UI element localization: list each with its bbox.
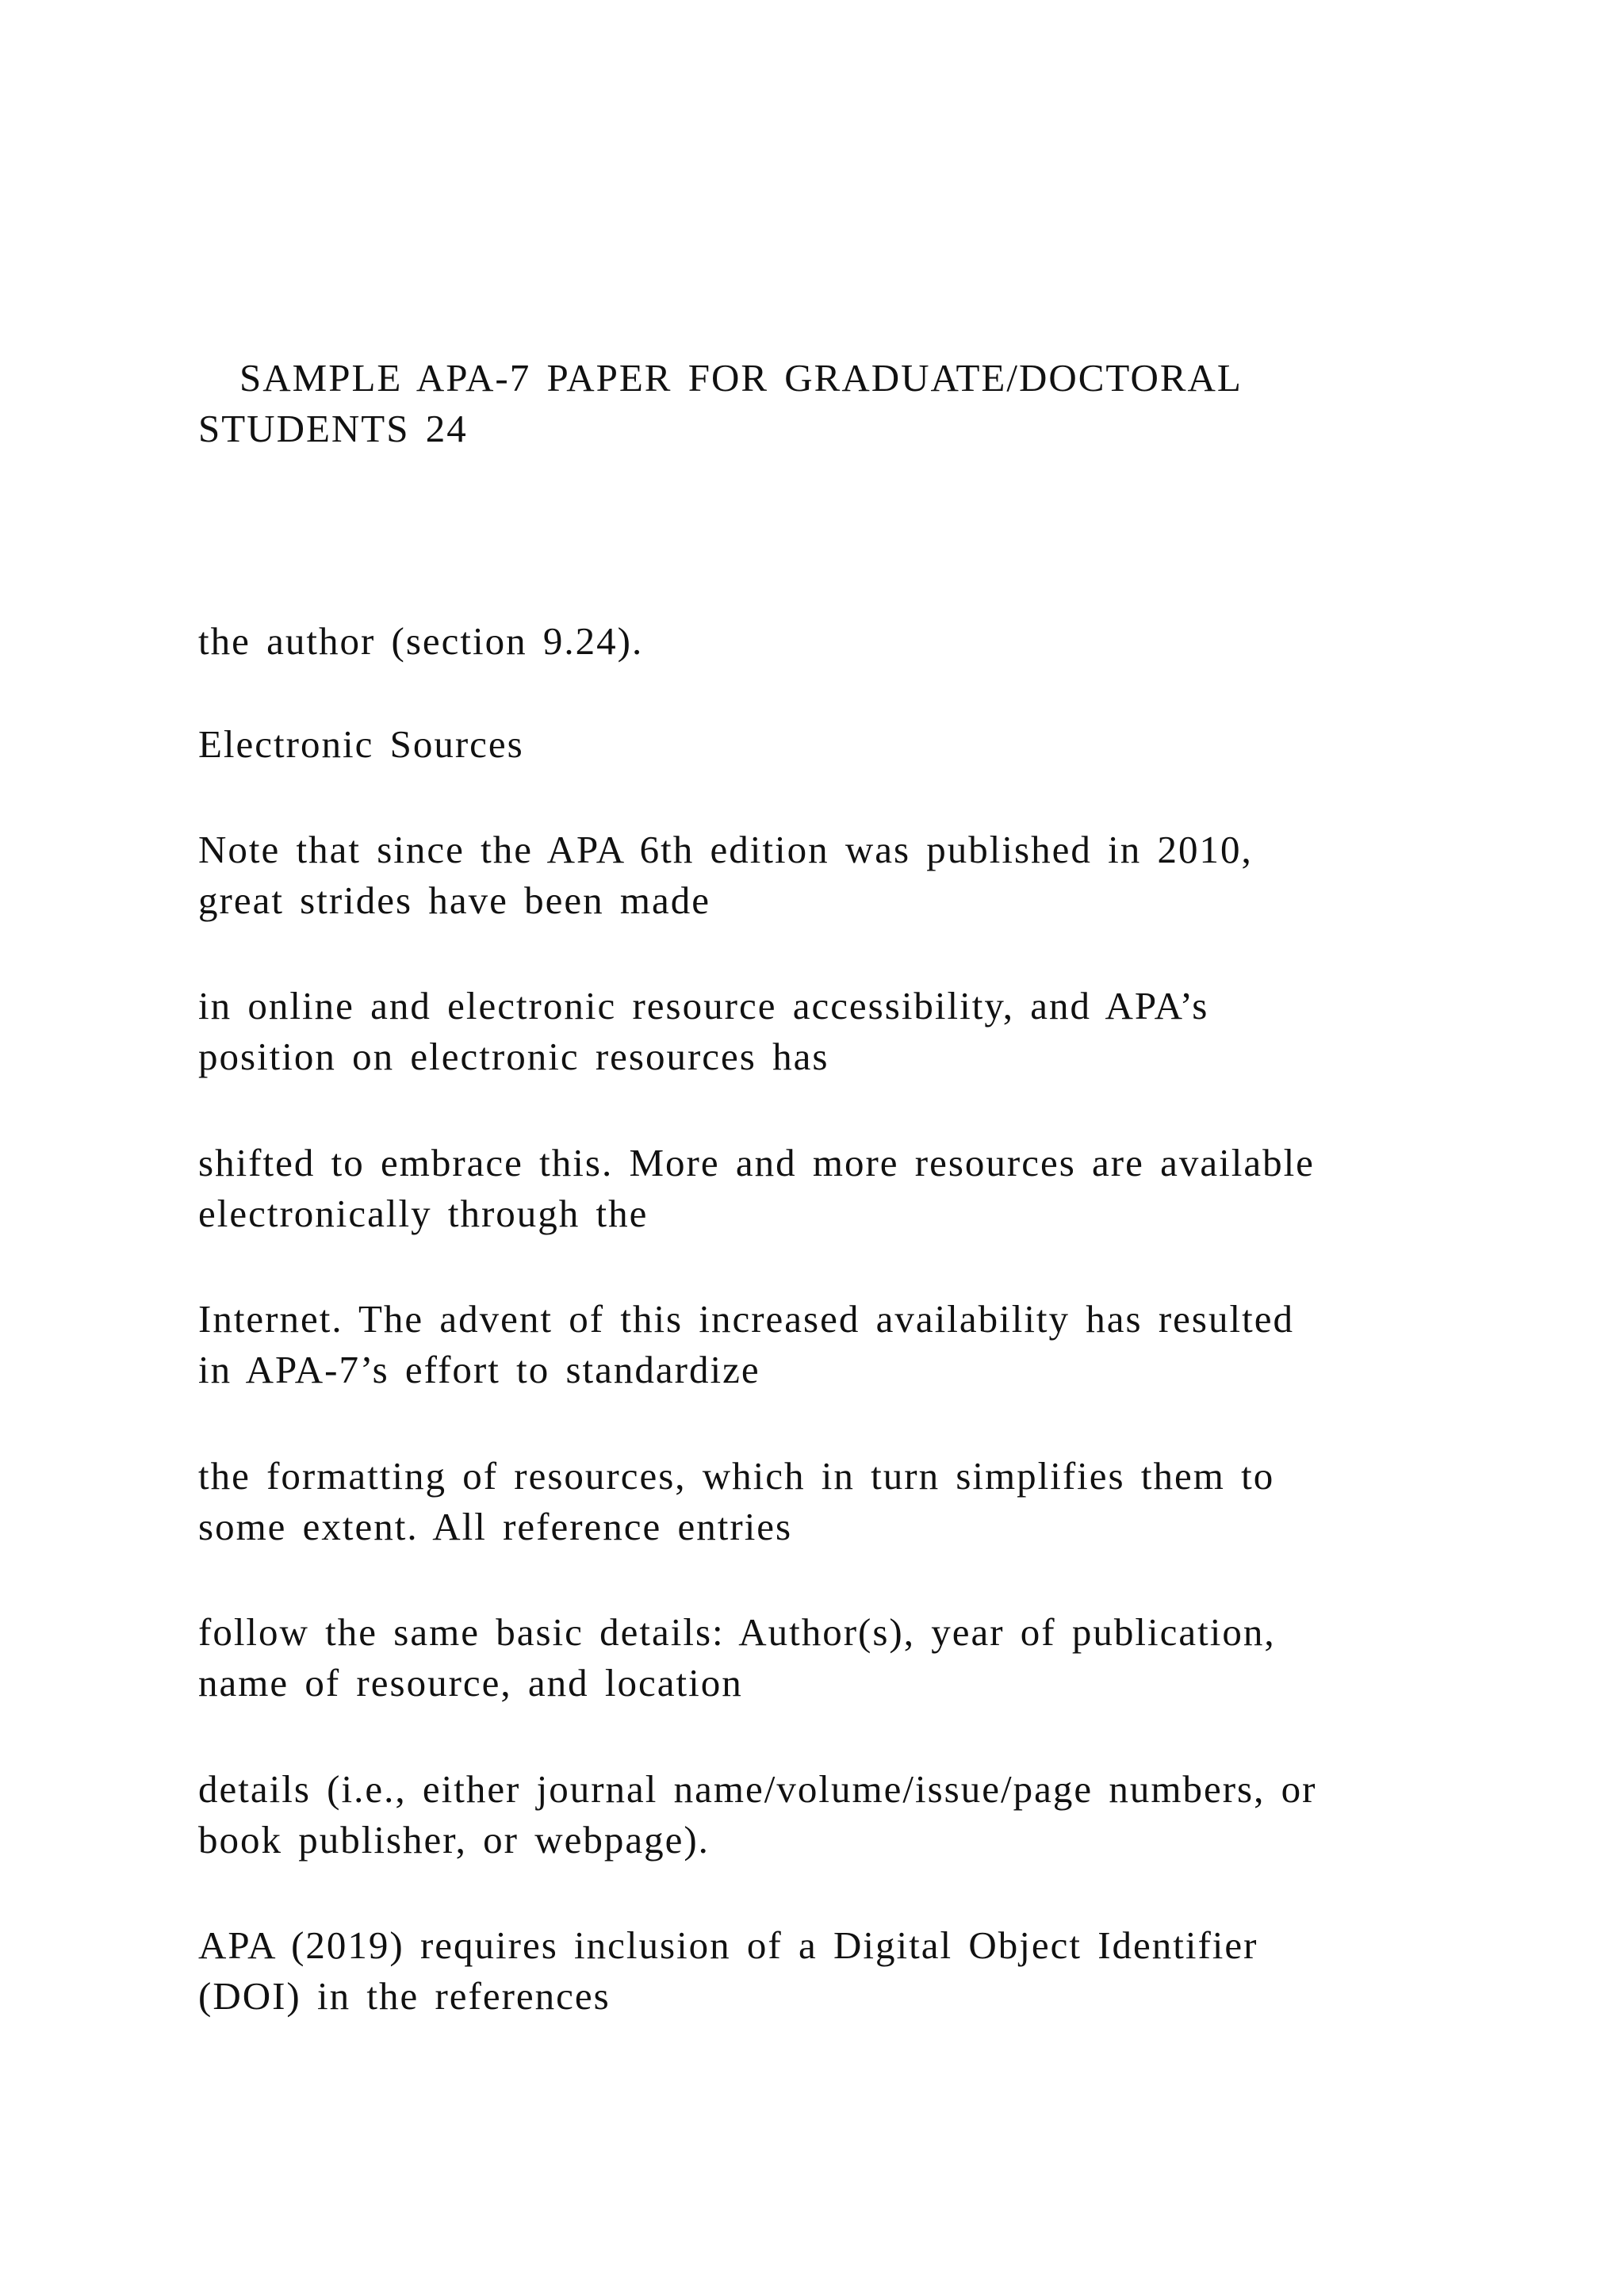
running-head [198, 353, 1435, 454]
running-head-line-2: STUDENTS 24 [198, 407, 468, 450]
paragraph-line: some extent. All reference entries [198, 1505, 793, 1548]
paragraph-7 [198, 1451, 1435, 1552]
paragraph-line: position on electronic resources has [198, 1035, 829, 1078]
paragraph-6 [198, 1294, 1435, 1395]
paragraph-9 [198, 1764, 1435, 1866]
paragraph-line: follow the same basic details: Author(s), year of publication, [198, 1610, 1276, 1654]
paragraph-line: Note that since the APA 6th edition was published in 2010, [198, 828, 1253, 871]
paragraph-line: details (i.e., either journal name/volume/issue/page numbers, or [198, 1767, 1317, 1811]
paragraph-line: the formatting of resources, which in turn simplifies them to [198, 1454, 1275, 1498]
paragraph-5 [198, 1138, 1435, 1239]
paragraph-line: the author (section 9.24). [198, 619, 644, 663]
paragraph-10 [198, 1920, 1435, 2022]
paragraph-line: in online and electronic resource accessibility, and APA’s [198, 984, 1209, 1027]
paragraph-line: name of resource, and location [198, 1661, 743, 1705]
paragraph-line: electronically through the [198, 1192, 649, 1235]
paragraph-line: in APA-7’s effort to standardize [198, 1348, 760, 1391]
paragraph-line: shifted to embrace this. More and more resources are available [198, 1141, 1315, 1184]
paragraph-line: APA (2019) requires inclusion of a Digital Object Identifier [198, 1923, 1258, 1967]
paragraph-line: Internet. The advent of this increased availability has resulted [198, 1297, 1294, 1341]
paragraph-3 [198, 825, 1435, 926]
paragraph-line: book publisher, or webpage). [198, 1818, 710, 1862]
running-head-line-1: SAMPLE APA-7 PAPER FOR GRADUATE/DOCTORAL [239, 356, 1243, 400]
paragraph-line: great strides have been made [198, 878, 710, 922]
section-heading-electronic-sources [198, 719, 1435, 770]
paragraph-1 [198, 616, 1435, 667]
paragraph-line: (DOI) in the references [198, 1974, 611, 2018]
heading-line: Electronic Sources [198, 722, 524, 766]
paragraph-4 [198, 981, 1435, 1082]
paragraph-8 [198, 1607, 1435, 1709]
